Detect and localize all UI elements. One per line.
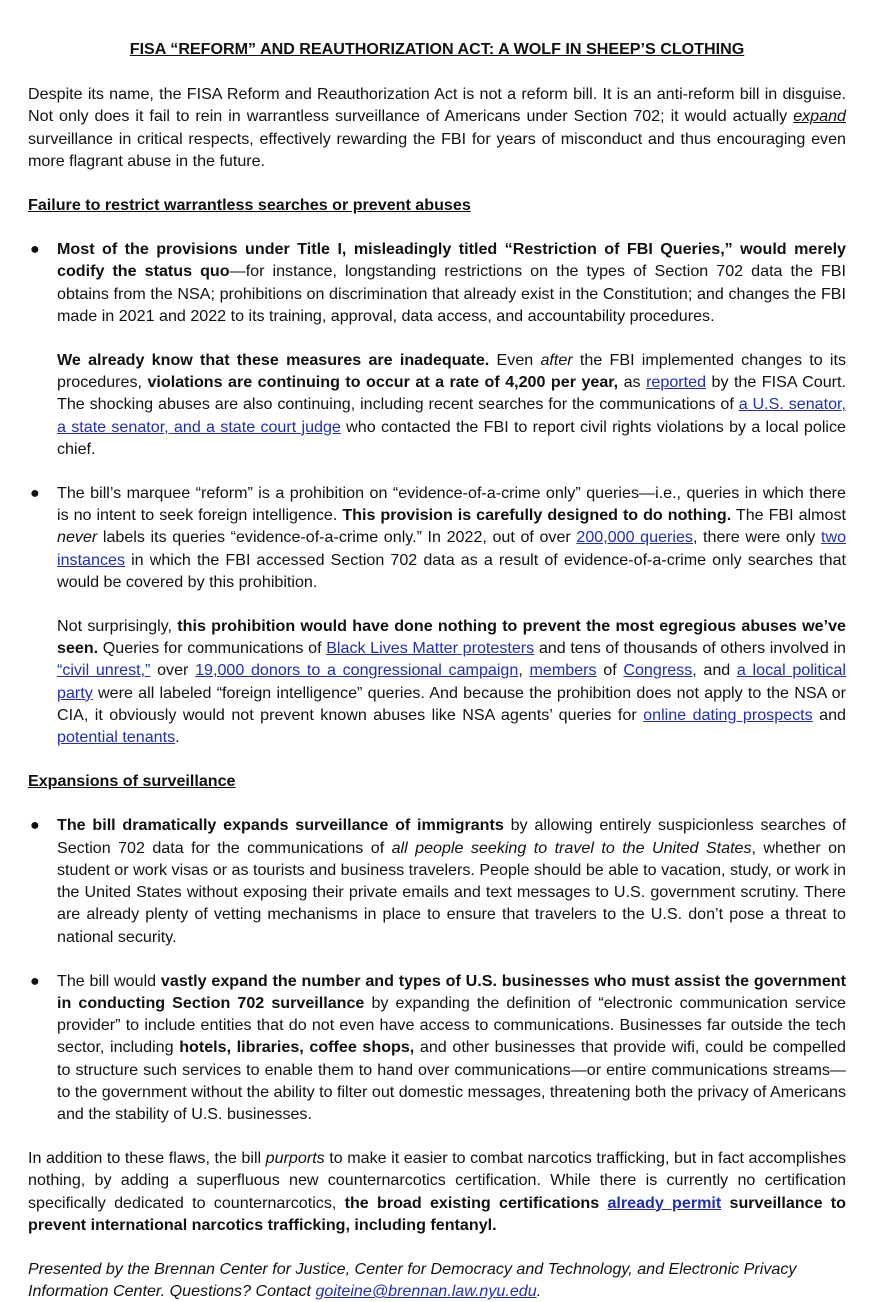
bullet-icon: ● — [30, 971, 40, 990]
link-civil-unrest[interactable]: “civil unrest,” — [57, 661, 151, 680]
bullet-icon: ● — [30, 484, 40, 503]
link-potential-tenants[interactable]: potential tenants — [57, 728, 176, 747]
bullet-paragraph: We already know that these measures are inadequate. Even after the FBI implemented changes to its procedures, violations are continuing to occur at a rate of 4,200 per year, as reported by the FISA Court. The shocking abuses are also continuing, including recent searches for the communications of a U.S. senator, a state senator, and a state court judge who contacted the FBI to report civil rights violations by a local police chief. — [57, 351, 846, 458]
section-heading-expansions: Expansions of surveillance — [28, 772, 236, 791]
link-congress[interactable]: Congress — [623, 661, 693, 680]
bullet-item-evidence-of-crime — [28, 482, 846, 748]
link-already-permit[interactable]: already permit — [607, 1193, 722, 1212]
bullet-paragraph: Not surprisingly, this prohibition would have done nothing to prevent the most egregious abuses we’ve seen. Queries for communications of Black Lives Matter protesters and tens of thousands of others involved in “civil unrest,” over 19,000 donors to a congressional campaign, members of Congress, and a local political party were all labeled “foreign intelligence” queries. And because the prohibition does not apply to the NSA or CIA, it obviously would not prevent known abuses like NSA agents’ queries for online dating prospects and potential tenants. — [57, 617, 847, 747]
link-donors[interactable]: 19,000 donors to a congressional campaign — [195, 661, 519, 680]
bullet-paragraph: The bill’s marquee “reform” is a prohibition on “evidence-of-a-crime only” queries—i.e., queries in which there is no intent to seek foreign intelligence. This provision is carefully designed to do nothing. The FBI almost never labels its queries “evidence-of-a-crime only.” In 2022, out of over 200,000 queries, there were only two instances in which the FBI accessed Section 702 data as a result of evidence-of-a-crime only searches that would be covered by this prohibition. — [57, 484, 847, 591]
link-political-party[interactable]: a local political party — [57, 661, 846, 702]
bullet-paragraph: The bill would vastly expand the number and types of U.S. businesses who must assist the government in conducting Section 702 surveillance by expanding the definition of “electronic communication service provider” to include entities that do not even have access to communications. Businesses far outside the tech sector, including hotels, libraries, coffee shops, and other businesses that provide wifi, could be compelled to structure such services to enable them to hand over communications—or entire communications streams—to the government without the ability to filter out domestic messages, threatening both the privacy of Americans and the stability of U.S. businesses. — [57, 971, 847, 1123]
bullet-item-businesses — [28, 970, 846, 1125]
closing-paragraph: In addition to these flaws, the bill purports to make it easier to combat narcotics trafficking, but in fact accomplishes nothing, by adding a superfluous new counternarcotics certification. While there is currently no certification specifically dedicated to counternarcotics, the broad existing certifications already permit surveillance to prevent international narcotics trafficking, including fentanyl. — [28, 1149, 847, 1234]
intro-paragraph: Despite its name, the FISA Reform and Reauthorization Act is not a reform bill. It is an anti-reform bill in disguise. Not only does it fail to rein in warrantless surveillance of Americans under Section 702; it would actually expand surveillance in critical respects, effectively rewarding the FBI for years of misconduct and thus encouraging even more flagrant abuse in the future. — [28, 85, 846, 170]
link-reported[interactable]: reported — [646, 373, 707, 392]
bullet-paragraph: Most of the provisions under Title I, misleadingly titled “Restriction of FBI Queries,” would merely codify the status quo—for instance, longstanding restrictions on the types of Section 702 data the FBI obtains from the NSA; prohibitions on discrimination that already exist in the Constitution; and changes the FBI made in 2021 and 2022 to its training, approval, data access, and accountability procedures. — [57, 240, 847, 325]
bullet-icon: ● — [30, 816, 40, 835]
footer-attribution: Presented by the Brennan Center for Justice, Center for Democracy and Technology, and Electronic Privacy Information Center. Questions? Contact goiteine@brennan.law.nyu.edu. — [28, 1259, 797, 1301]
link-members[interactable]: members — [529, 661, 597, 680]
section-heading-failure: Failure to restrict warrantless searches or prevent abuses — [28, 196, 471, 215]
link-dating-prospects[interactable]: online dating prospects — [643, 705, 813, 724]
bullet-item-immigrants — [28, 814, 846, 947]
link-senator-judge[interactable]: a U.S. senator, a state senator, and a state court judge — [57, 395, 846, 436]
link-blm-protesters[interactable]: Black Lives Matter protesters — [326, 639, 535, 658]
link-two-instances[interactable]: two instances — [57, 528, 847, 569]
document-title: FISA “REFORM” AND REAUTHORIZATION ACT: A WOLF IN SHEEP’S CLOTHING — [129, 40, 745, 58]
contact-email-link[interactable]: goiteine@brennan.law.nyu.edu — [315, 1282, 537, 1301]
bullet-icon: ● — [30, 240, 40, 259]
link-200000-queries[interactable]: 200,000 queries — [576, 528, 693, 547]
bullet-paragraph: The bill dramatically expands surveillance of immigrants by allowing entirely suspicionless searches of Section 702 data for the communications of all people seeking to travel to the United States, whether on student or work visas or as tourists and business travelers. People should be able to vacation, study, or work in the United States without exposing their private emails and text messages to U.S. government scrutiny. There are already plenty of vetting mechanisms in place to ensure that travelers to the U.S. don’t pose a threat to national security. — [57, 816, 847, 946]
bullet-item-status-quo — [28, 238, 846, 460]
emphasis-expand: expand — [793, 107, 846, 126]
